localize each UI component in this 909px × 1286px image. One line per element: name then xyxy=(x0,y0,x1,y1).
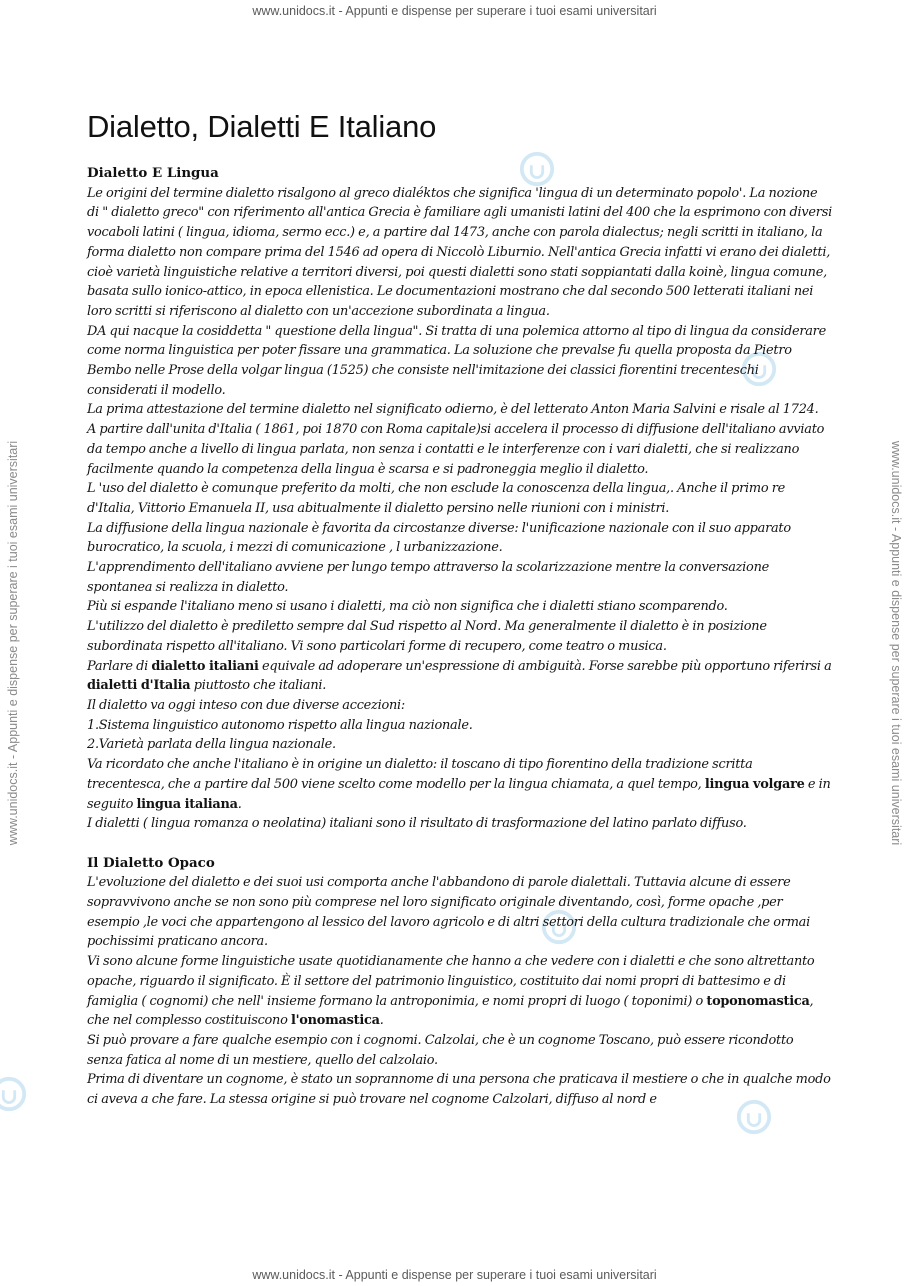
watermark-header: www.unidocs.it - Appunti e dispense per superare i tuoi esami universitari xyxy=(252,4,657,18)
paragraph xyxy=(87,952,832,1031)
paragraph: Più si espande l'italiano meno si usano i dialetti, ma ciò non significa che i dialetti stiano scomparendo. xyxy=(87,599,728,615)
text-run: Parlare di xyxy=(87,658,152,674)
paragraph: L'apprendimento dell'italiano avviene per lungo tempo attraverso la scolarizzazione mentre la conversazione spontanea si realizza in dialetto. xyxy=(87,560,769,595)
paragraph: Si può provare a fare qualche esempio con i cognomi. Calzolai, che è un cognome Toscano, può essere ricondotto senza fatica al nome di un mestiere, quello del calzolaio. xyxy=(87,1032,794,1068)
paragraph: I dialetti ( lingua romanza o neolatina) italiani sono il risultato di trasformazione del latino parlato diffuso. xyxy=(87,816,747,832)
text-run: Vi sono alcune forme linguistiche usate quotidianamente che hanno a che vedere con i dialetti e che sono altrettanto opache, riguardo il significato. È il settore del patrimonio linguistico, costituito dai nomi propri di battesimo e di famiglia ( cognomi) che nell' insieme formano la antroponimia, e nomi propri di luogo ( toponimi) o xyxy=(87,954,815,1009)
paragraph: Prima di diventare un cognome, è stato un soprannome di una persona che praticava il mestiere o che in qualche modo ci aveva a che fare. La stessa origine si può trovare nel cognome Calzolari, diffuso al nord e xyxy=(87,1072,831,1108)
bold-term: lingua volgare xyxy=(704,776,805,792)
section-heading: Il Dialetto Opaco xyxy=(87,854,215,871)
watermark-footer: www.unidocs.it - Appunti e dispense per superare i tuoi esami universitari xyxy=(252,1268,657,1282)
paragraph xyxy=(87,755,832,814)
section-heading: Dialetto E Lingua xyxy=(87,165,219,181)
bold-term: dialetto italiani xyxy=(151,658,259,674)
text-run: , che nel complesso costituiscono xyxy=(87,993,814,1029)
text-run: . xyxy=(237,796,242,812)
unidocs-logo-icon xyxy=(0,1075,28,1113)
watermark-side-right: www.unidocs.it - Appunti e dispense per superare i tuoi esami universitari xyxy=(889,440,903,846)
paragraph: La prima attestazione del termine dialetto nel significato odierno, è del letterato Anton Maria Salvini e risale al 1724. xyxy=(87,402,819,418)
text-run: piuttosto che italiani. xyxy=(190,678,327,694)
paragraph: Il dialetto va oggi inteso con due diverse accezioni: xyxy=(87,697,405,713)
paragraph: L'utilizzo del dialetto è prediletto sempre dal Sud rispetto al Nord. Ma generalmente il dialetto è in posizione subordinata rispetto all'italiano. Vi sono particolari forme di recupero, come teatro o musica. xyxy=(87,619,767,654)
document-body xyxy=(87,108,832,1110)
paragraph: La diffusione della lingua nazionale è favorita da circostanze diverse: l'unificazione nazionale con il suo apparato burocratico, la scuola, i mezzi di comunicazione , l urbanizzazione. xyxy=(87,520,791,556)
list-item: 1.Sistema linguistico autonomo rispetto alla lingua nazionale. xyxy=(87,717,473,733)
bold-term: toponomastica xyxy=(706,993,810,1009)
paragraph: Le origini del termine dialetto risalgono al greco dialéktos che significa 'lingua di un determinato popolo'. La nozione di " dialetto greco" con riferimento all'antica Grecia è familiare agli umanisti latini del 400 che la esprimono con diversi vocaboli latini ( lingua, idioma, sermo ecc.) e, a partire dal 1473, anche con parola dialectus; negli scritti in italiano, la forma dialetto non compare prima del 1546 ad opera di Niccolò Liburnio. Nell'antica Grecia infatti vi erano dei dialetti, cioè varietà linguistiche relative a territori diversi, poi questi dialetti sono stati soppiantati dalla koinè, lingua comune, basata sullo ionico-attico, in epoca ellenistica. Le documentazioni mostrano che dal secondo 500 letterati italiani nei loro scritti si riferiscono al dialetto con un'accezione subordinata a lingua. xyxy=(87,185,832,319)
paragraph xyxy=(87,657,832,696)
paragraph: L'evoluzione del dialetto e dei suoi usi comporta anche l'abbandono di parole dialettali. Tuttavia alcune di essere sopravvivono anche se non sono più comprese nel loro significato originale diventando, così, forme opache ,per esempio ,le voci che appartengono al lessico del lavoro agricolo e di altri settori della cultura tradizionale che ormai pochissimi praticano ancora. xyxy=(87,875,810,950)
bold-term: dialetti d'Italia xyxy=(87,678,191,694)
text-run: equivale ad adoperare un'espressione di ambiguità. Forse sarebbe più opportuno riferirsi a xyxy=(258,658,832,674)
paragraph: A partire dall'unita d'Italia ( 1861, poi 1870 con Roma capitale)si accelera il processo di diffusione dell'italiano avviato da tempo anche a livello di lingua parlata, non senza i contatti e le interferenze con i vari dialetti, che si realizzano facilmente quando la competenza della lingua è scarsa e si padroneggia meglio il dialetto. xyxy=(87,422,825,477)
text-run: e in seguito xyxy=(87,776,831,812)
document-title: Dialetto, Dialetti E Italiano xyxy=(87,109,437,144)
paragraph: L 'uso del dialetto è comunque preferito da molti, che non esclude la conoscenza della lingua,. Anche il primo re d'Italia, Vittorio Emanuela II, usa abitualmente il dialetto persino nelle riunioni con i ministri. xyxy=(87,481,786,516)
paragraph: DA qui nacque la cosiddetta " questione della lingua". Si tratta di una polemica attorno al tipo di lingua da considerare come norma linguistica per poter fissare una grammatica. La soluzione che prevalse fu quella proposta da Pietro Bembo nelle Prose della volgar lingua (1525) che consiste nell'imitazione dei classici fiorentini trecenteschi considerati il modello. xyxy=(87,323,826,398)
bold-term: lingua italiana xyxy=(136,796,238,812)
text-run: . xyxy=(379,1013,384,1029)
bold-term: l'onomastica xyxy=(290,1013,380,1029)
list-item: 2.Varietà parlata della lingua nazionale. xyxy=(87,737,336,753)
watermark-side-left: www.unidocs.it - Appunti e dispense per superare i tuoi esami universitari xyxy=(6,440,20,846)
text-run: Va ricordato che anche l'italiano è in origine un dialetto: il toscano di tipo fiorentino della tradizione scritta trecentesca, che a partire dal 500 viene scelto come modello per la lingua chiamata, a quel tempo, xyxy=(87,757,753,792)
